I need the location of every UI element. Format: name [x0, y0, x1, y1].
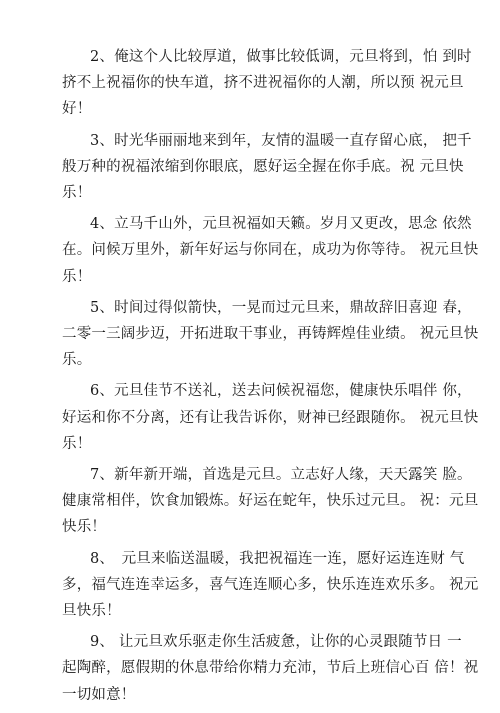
paragraph-line: 6、元旦佳节不送礼，送去问候祝福您，健康快乐唱伴 你， — [90, 383, 472, 400]
paragraph-line: 健康常相伴，饮食加锻炼。好运在蛇年，快乐过元旦。 祝：元旦 — [62, 493, 479, 510]
paragraph-line: 在。问候万里外，新年好运与你同在，成功为你等待。 祝元旦快 — [62, 242, 479, 259]
paragraph-line: 好运和你不分离，还有让我告诉你，财神已经跟随你。 祝元旦快 — [62, 409, 479, 426]
greeting-paragraph-7 — [62, 462, 479, 541]
greeting-paragraph-6 — [62, 378, 479, 457]
paragraph-line: 般万种的祝福浓缩到你眼底，愿好运全握在你手底。祝 元旦快 — [62, 158, 464, 175]
paragraph-line: 9、 让元旦欢乐驱走你生活疲惫，让你的心灵跟随节日 一 — [90, 634, 462, 651]
paragraph-line: 快乐！ — [62, 519, 107, 536]
paragraph-line: 2、俺这个人比较厚道，做事比较低调，元旦将到，怕 到时 — [90, 49, 472, 65]
paragraph-line: 3、时光华丽丽地来到年，友情的温暖一直存留心底， 把千 — [90, 132, 472, 149]
paragraph-line: 4、立马千山外，元旦祝福如天籁。岁月又更改，思念 依然 — [90, 216, 472, 233]
document-body — [62, 44, 479, 713]
paragraph-line: 旦快乐！ — [62, 603, 121, 620]
greeting-paragraph-4 — [62, 211, 479, 290]
paragraph-line: 多，福气连连幸运多，喜气连连顺心多，快乐连连欢乐多。 祝元 — [62, 576, 479, 593]
paragraph-line: 乐！ — [62, 435, 92, 452]
paragraph-line: 挤不上祝福你的快车道，挤不进祝福你的人潮，所以预 祝元旦 — [62, 75, 464, 92]
paragraph-line: 一切如意！ — [62, 686, 136, 703]
paragraph-line: 好！ — [62, 101, 92, 118]
paragraph-line: 7、新年新开端，首选是元旦。立志好人缘，天天露笑 脸。 — [90, 467, 472, 484]
paragraph-line: 乐。 — [62, 352, 92, 369]
greeting-paragraph-5 — [62, 295, 479, 374]
paragraph-line: 起陶醉，愿假期的休息带给你精力充沛，节后上班信心百 倍！祝 — [62, 660, 479, 677]
greeting-paragraph-9 — [62, 629, 479, 708]
paragraph-line: 乐！ — [62, 185, 92, 202]
greeting-paragraph-8 — [62, 546, 479, 625]
paragraph-line: 5、时间过得似箭快，一晃而过元旦来，鼎故辞旧喜迎 春， — [90, 299, 472, 316]
paragraph-line: 乐！ — [62, 268, 92, 285]
greeting-paragraph-3 — [62, 128, 472, 207]
greeting-paragraph-2 — [62, 44, 472, 123]
paragraph-line: 二零一三阔步迈，开拓进取干事业，再铸辉煌佳业绩。 祝元旦快 — [62, 326, 479, 343]
paragraph-line: 8、 元旦来临送温暖，我把祝福连一连，愿好运连连财 气 — [90, 550, 465, 567]
